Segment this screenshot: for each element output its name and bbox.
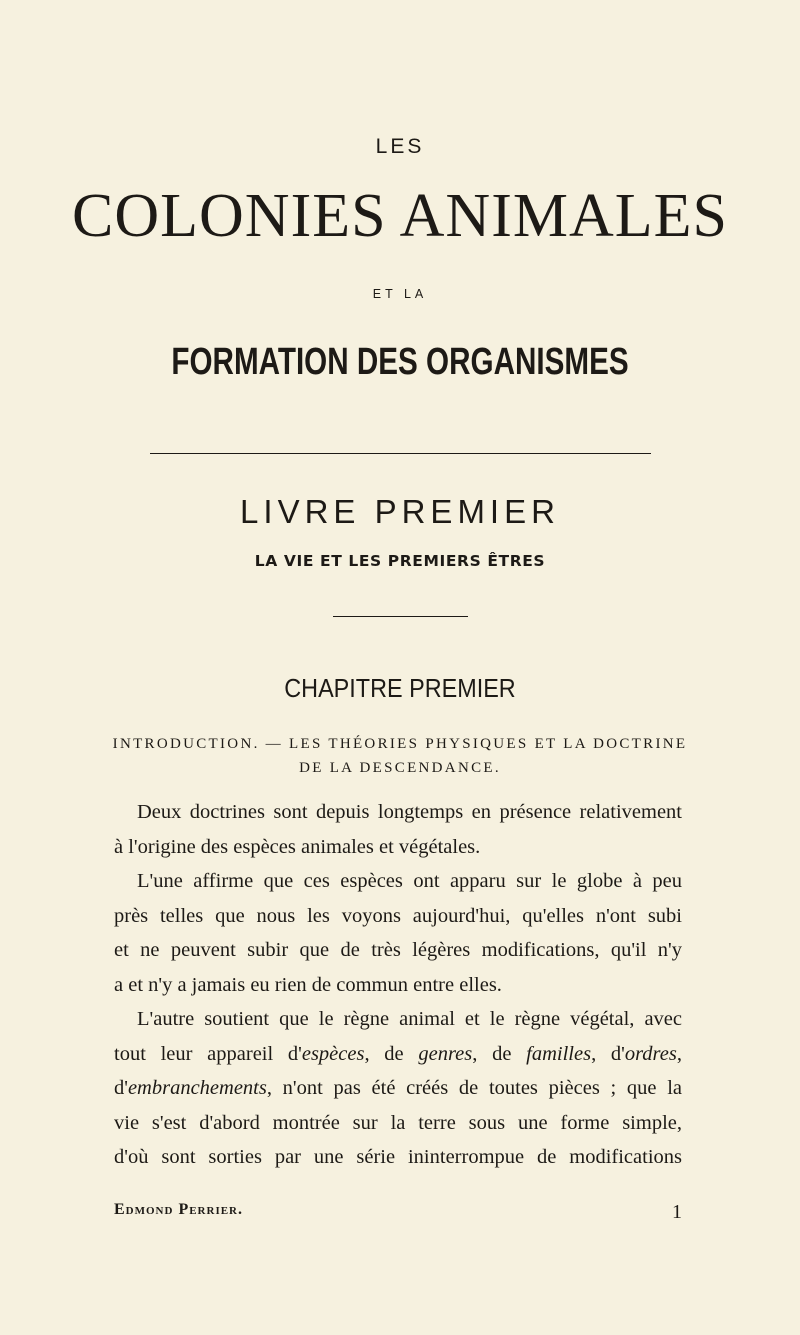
body-text <box>114 795 682 1175</box>
chapter-summary-line-2: DE LA DESCENDANCE. <box>299 760 501 776</box>
text-line: tout leur appareil d'espèces, de genres, de familles, d'ordres, <box>114 1042 682 1065</box>
title-conjunction: ET LA <box>372 287 428 301</box>
divider-rule <box>150 453 651 454</box>
part-heading: LA VIE ET LES PREMIERS ÊTRES <box>254 552 546 570</box>
part-title: LIVRE PREMIER <box>240 493 560 530</box>
text-line: Deux doctrines sont depuis longtemps en présence relativement <box>137 801 682 823</box>
author-name: Edmond Perrier. <box>114 1201 244 1218</box>
text-line: d'où sont sorties par une série ininterrompue de modifications <box>114 1146 682 1168</box>
series-label: LES <box>375 135 425 158</box>
book-title: COLONIES ANIMALES <box>72 182 728 250</box>
text-line: d'embranchements, n'ont pas été créés de toutes pièces ; que la <box>114 1077 682 1099</box>
text-line: a et n'y a jamais eu rien de commun entre elles. <box>114 973 502 996</box>
short-divider-rule <box>333 616 468 617</box>
signature-mark: 1 <box>672 1201 682 1223</box>
text-line: et ne peuvent subir que de très légères modifications, qu'il n'y <box>114 939 682 961</box>
chapter-title: CHAPITRE PREMIER <box>284 673 516 703</box>
text-line: à l'origine des espèces animales et végétales. <box>114 835 481 858</box>
book-subtitle: FORMATION DES ORGANISMES <box>171 341 629 383</box>
text-line: L'une affirme que ces espèces ont apparu sur le globe à peu <box>137 870 682 892</box>
text-line: près telles que nous les voyons aujourd'hui, qu'elles n'ont subi <box>114 904 682 927</box>
text-line: vie s'est d'abord montrée sur la terre sous une forme simple, <box>114 1111 682 1134</box>
text-line: L'autre soutient que le règne animal et le règne végétal, avec <box>137 1008 682 1030</box>
page-footer <box>114 1201 682 1231</box>
chapter-summary-line-1: INTRODUCTION. — LES THÉORIES PHYSIQUES ET LA DOCTRINE <box>112 736 688 752</box>
